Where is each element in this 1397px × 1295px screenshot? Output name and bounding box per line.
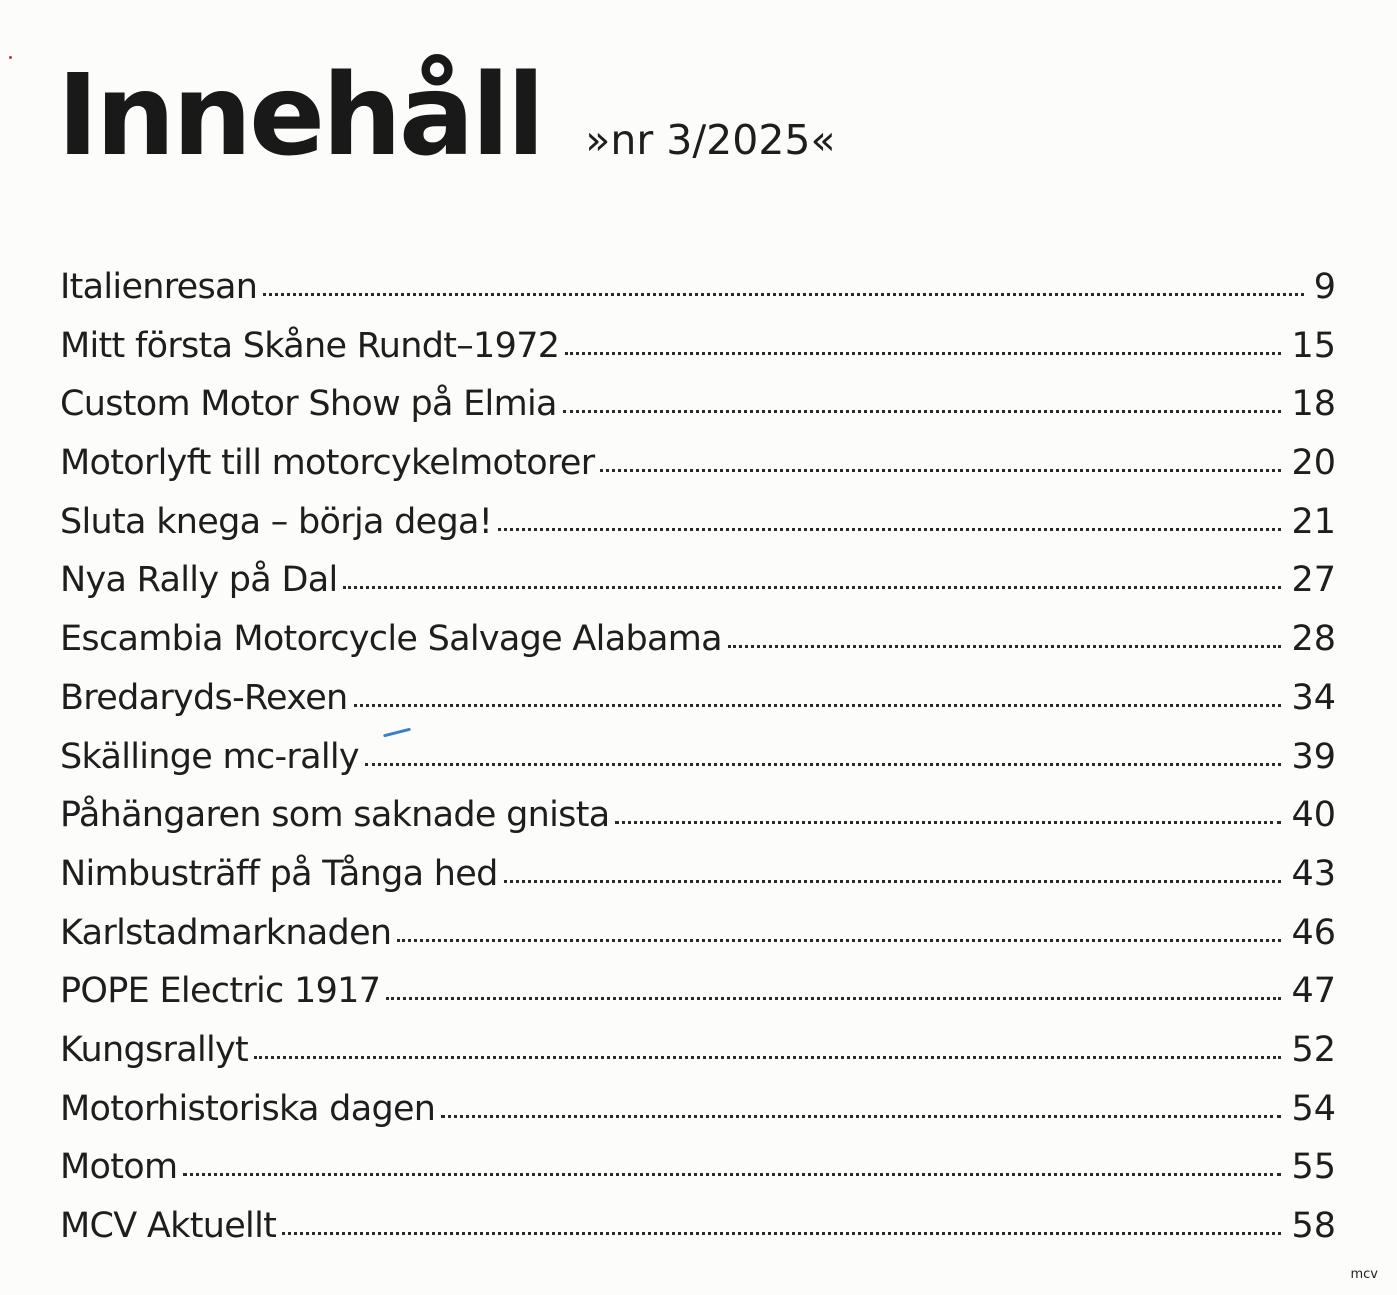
dot-leader [386,997,1281,1000]
dot-leader [728,645,1282,648]
toc-entry [60,258,1336,317]
toc-entry-title: Custom Motor Show på Elmia [60,384,557,425]
toc-entry-title: Sluta knega – börja dega! [60,501,493,542]
toc-entry [60,1080,1336,1139]
toc-entry [60,317,1336,376]
toc-entry [60,904,1336,963]
toc-entry [60,962,1336,1021]
toc-entry-page: 58 [1291,1206,1336,1246]
page-header [57,51,836,181]
toc-entry [60,434,1336,493]
toc-entry-page: 9 [1313,267,1336,307]
toc-entry-title: Motom [60,1147,178,1188]
toc-entry-title: Nya Rally på Dal [60,560,338,601]
toc-entry-title: Motorlyft till motorcykelmotorer [60,443,595,484]
toc-entry-page: 27 [1291,560,1336,601]
toc-entry-page: 39 [1291,736,1336,777]
toc-entry [60,375,1336,434]
toc-entry-title: Nimbusträff på Tånga hed [60,853,498,894]
dot-leader [441,1115,1281,1118]
toc-entry-title: Påhängaren som saknade gnista [60,795,610,836]
dot-leader [397,939,1281,942]
toc-entry [60,610,1336,669]
issue-number: »nr 3/2025« [585,116,836,164]
dot-leader [343,586,1281,589]
dot-leader [565,352,1281,355]
toc-entry-page: 20 [1291,443,1336,484]
dot-leader [282,1232,1281,1235]
toc-entry-page: 46 [1291,912,1336,953]
toc-entry-title: Escambia Motorcycle Salvage Alabama [60,619,722,660]
toc-entry [60,845,1336,904]
dot-leader [615,821,1281,824]
toc-entry-page: 34 [1291,677,1336,718]
dot-leader [504,880,1282,883]
toc-entry-title: MCV Aktuellt [60,1206,277,1246]
dot-leader [183,1173,1281,1176]
toc-entry-page: 54 [1291,1088,1336,1129]
dot-leader [263,293,1303,296]
toc-entry-page: 40 [1291,795,1336,836]
toc-entry-page: 55 [1291,1147,1336,1188]
toc-entry-title: Skällinge mc-rally [60,736,359,777]
toc-entry-page: 43 [1291,853,1336,894]
toc-entry-title: Kungsrallyt [60,1029,249,1070]
toc-entry-title: Italienresan [60,267,258,307]
toc-entry-page: 28 [1291,619,1336,660]
toc-entry-title: Karlstadmarknaden [60,912,392,953]
toc-entry-page: 21 [1291,501,1336,542]
toc-entry [60,728,1336,787]
toc-entry-title: Bredaryds-Rexen [60,677,348,718]
toc-entry-page: 18 [1291,384,1336,425]
toc-entry [60,551,1336,610]
dot-leader [600,469,1281,472]
toc-entry [60,669,1336,728]
toc-entry [60,786,1336,845]
dot-leader [354,704,1282,707]
dot-leader [498,528,1281,531]
toc-entry-page: 15 [1291,325,1336,366]
toc-entry [60,1021,1336,1080]
dot-leader [254,1056,1281,1059]
toc-entry-page: 52 [1291,1029,1336,1070]
page-title: Innehåll [57,51,543,181]
print-speck [9,56,12,59]
dot-leader [563,410,1282,413]
toc-entry [60,493,1336,552]
toc-entry-title: POPE Electric 1917 [60,971,381,1012]
toc-entry-title: Motorhistoriska dagen [60,1088,436,1129]
toc-entry [60,1197,1336,1256]
toc-entry-title: Mitt första Skåne Rundt–1972 [60,325,560,366]
dot-leader [365,763,1282,766]
footer-mark: mcv [1350,1267,1378,1282]
table-of-contents [60,258,1336,1256]
toc-entry [60,1138,1336,1197]
toc-entry-page: 47 [1291,971,1336,1012]
